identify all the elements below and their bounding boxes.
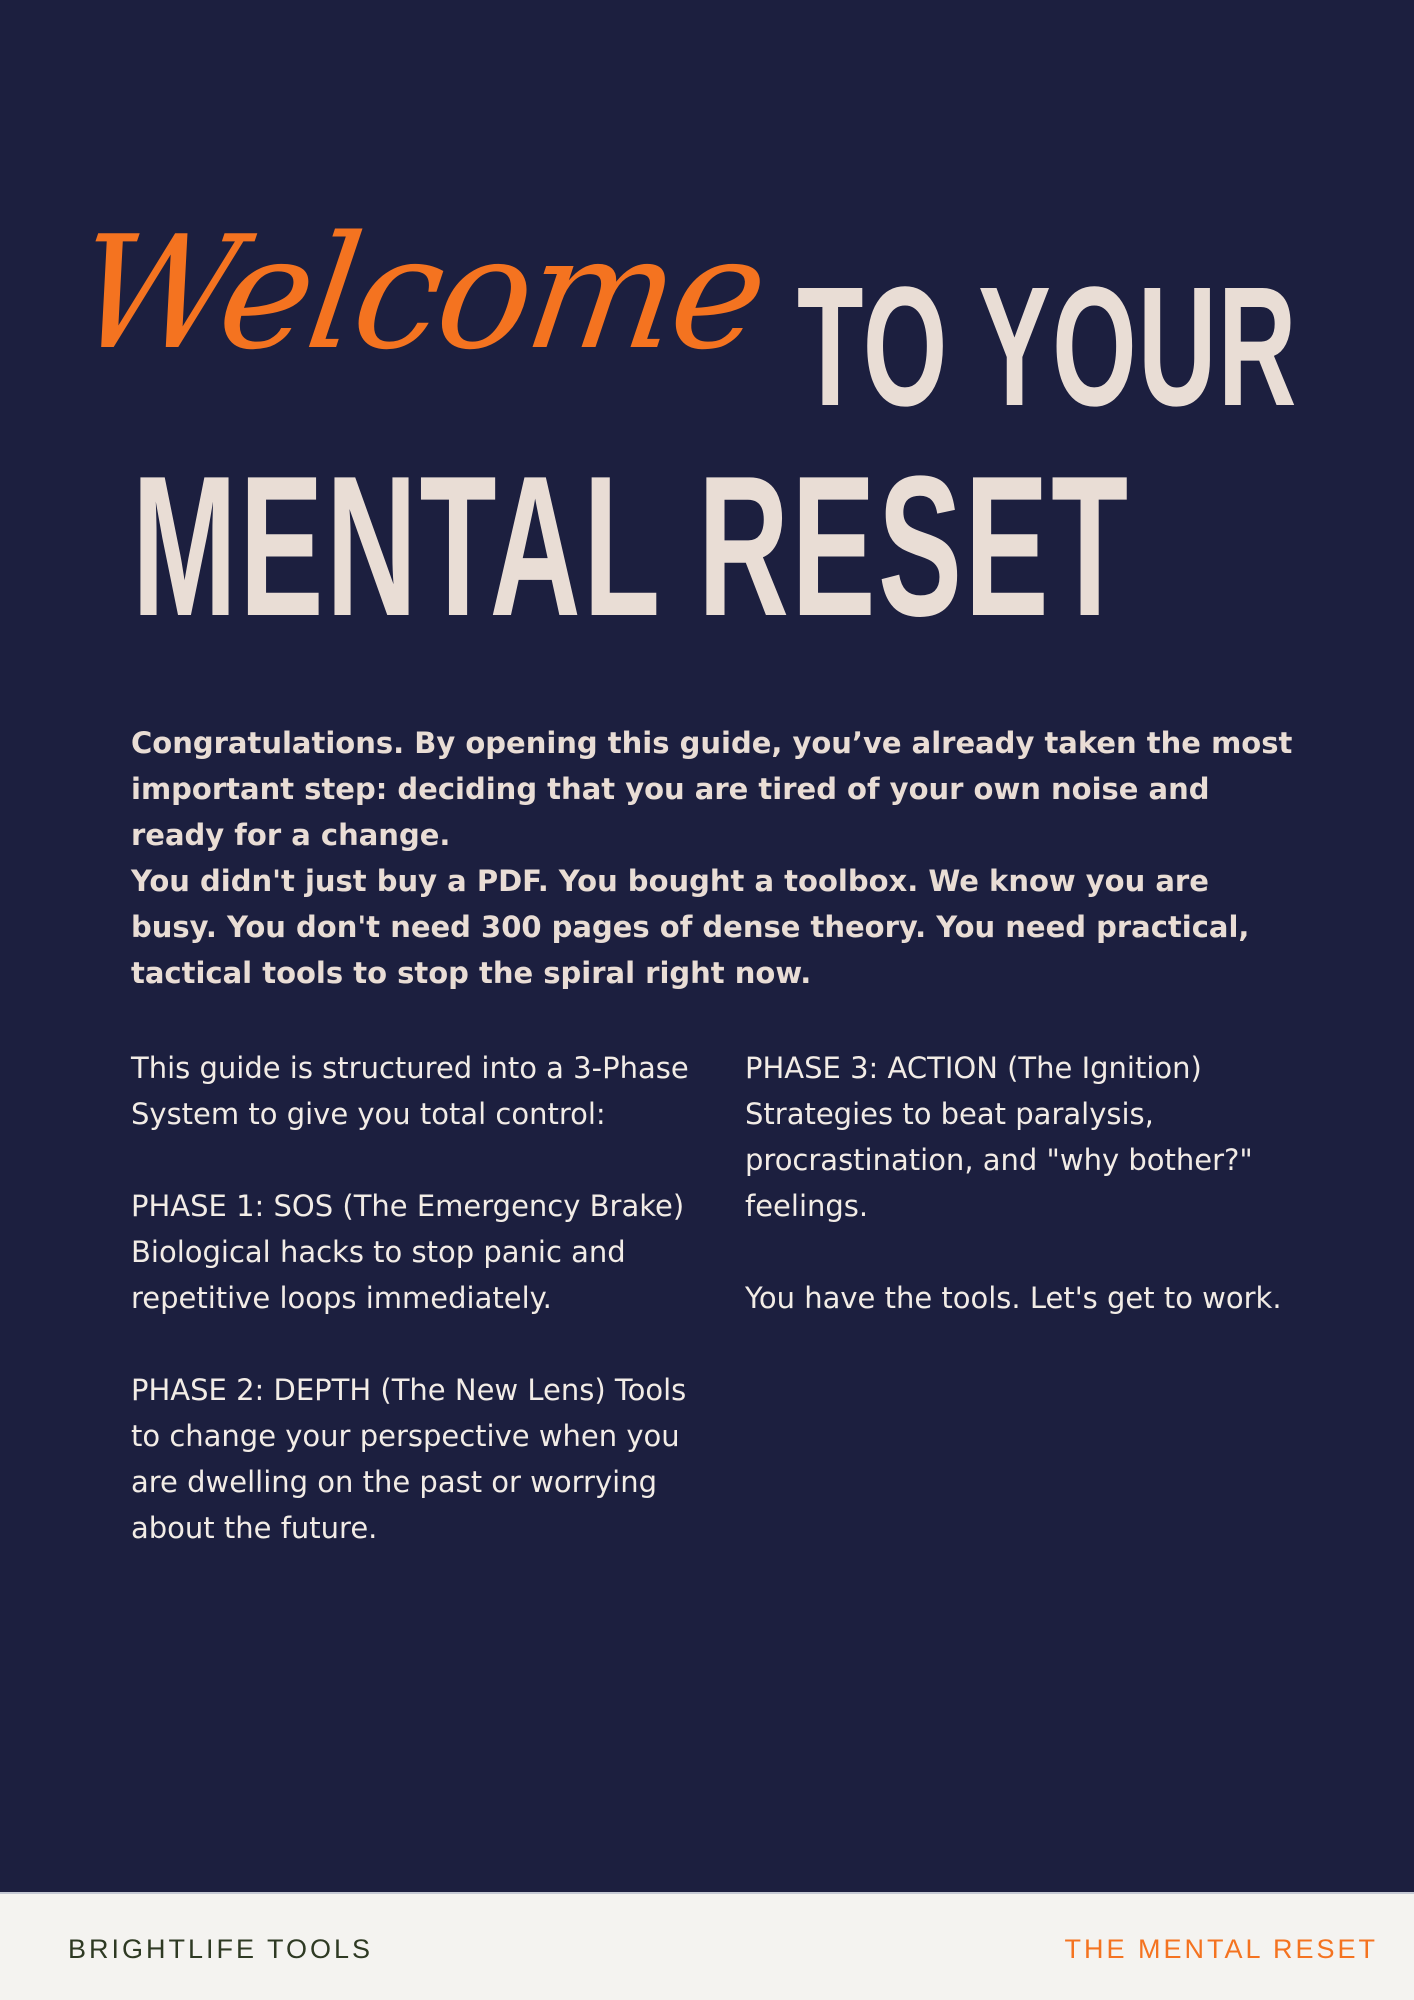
phase-3-paragraph: PHASE 3: ACTION (The Ignition) Strategies to beat paralysis, procrastination, and "why bother?" feelings.: [745, 1051, 1253, 1223]
right-column: [745, 1045, 1325, 1367]
footer-brand: BRIGHTLIFE TOOLS: [68, 1934, 374, 1964]
intro-paragraph-1: Congratulations. By opening this guide, you’ve already taken the most important step: deciding that you are tired of your own noise and ready for a change.: [131, 726, 1293, 852]
intro-paragraph-2: You didn't just buy a PDF. You bought a toolbox. We know you are busy. You don't need 300 pages of dense theory. You need practical, tactical tools to stop the spiral right now.: [131, 864, 1250, 990]
phase-1-paragraph: PHASE 1: SOS (The Emergency Brake) Biological hacks to stop panic and repetitive loops immediately.: [131, 1189, 685, 1315]
closing-paragraph: You have the tools. Let's get to work.: [745, 1281, 1282, 1315]
structure-paragraph: This guide is structured into a 3-Phase System to give you total control:: [131, 1051, 689, 1131]
title-line-2: MENTAL RESET: [132, 435, 1131, 658]
footer-document-title: THE MENTAL RESET: [1064, 1934, 1378, 1964]
left-column: [131, 1045, 691, 1597]
title-script-word: Welcome: [65, 202, 775, 384]
phase-2-paragraph: PHASE 2: DEPTH (The New Lens) Tools to change your perspective when you are dwelling on the past or worrying about the future.: [131, 1373, 687, 1545]
intro-section: [131, 720, 1301, 996]
footer: [0, 1892, 1414, 2000]
title-line-1: TO YOUR: [797, 252, 1298, 442]
